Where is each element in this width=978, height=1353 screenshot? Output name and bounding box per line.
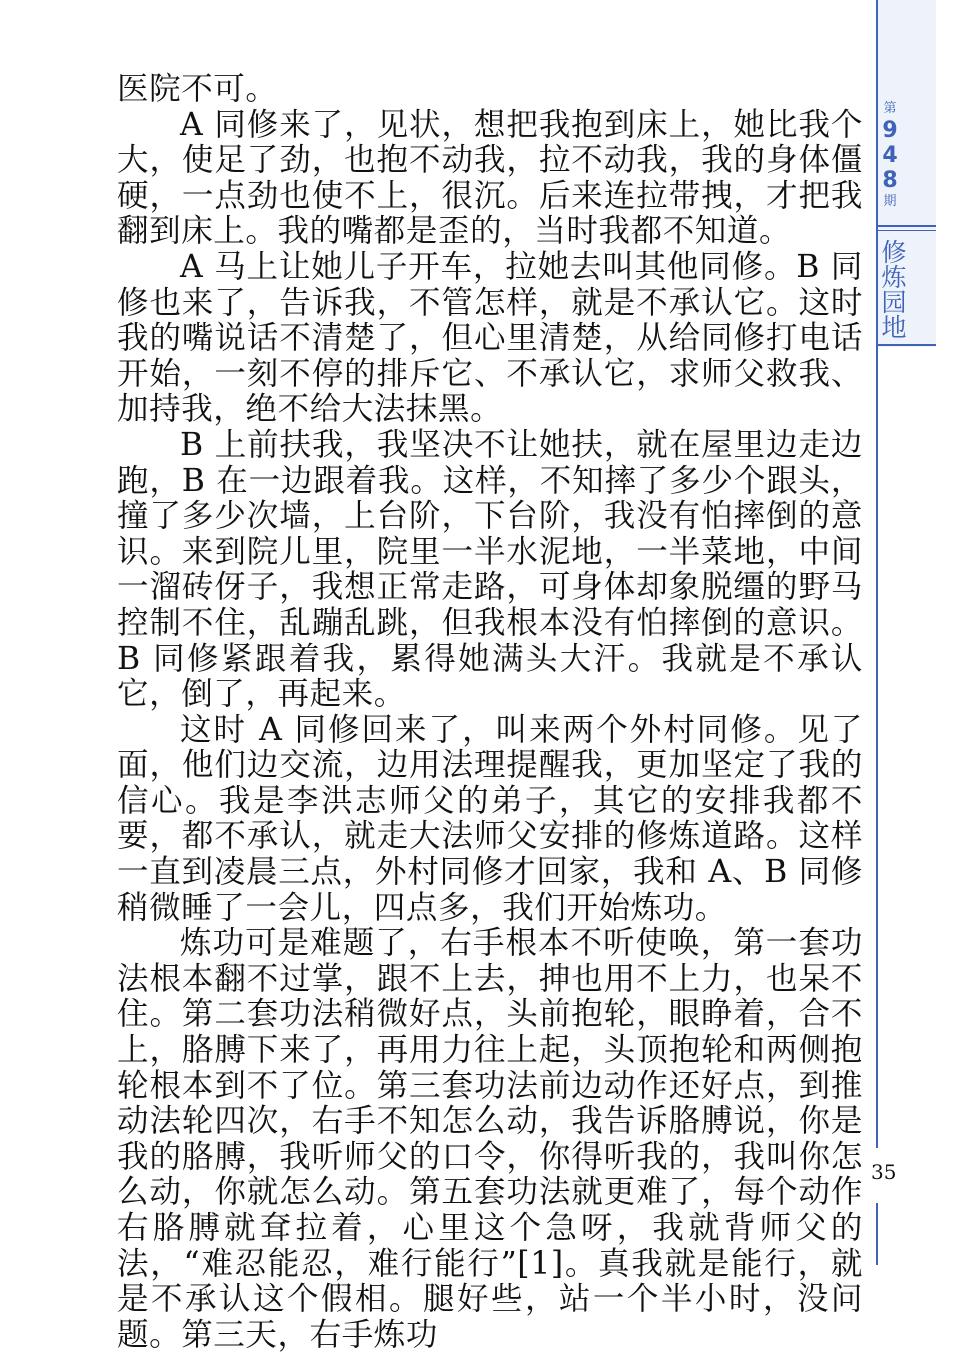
paragraph: 这时 A 同修回来了，叫来两个外村同修。见了面，他们边交流，边用法理提醒我，更加坚定了我的信心。我是李洪志师父的弟子，其它的安排我都不要，都不承认，就走大法师父安排的修炼道路。这样一直到凌晨三点，外村同修才回家，我和 A、B 同修稍微睡了一会儿，四点多，我们开始炼功。 — [117, 711, 863, 926]
paragraph: 炼功可是难题了，右手根本不听使唤，第一套功法根本翻不过掌，跟不上去，抻也用不上力，也呆不住。第二套功法稍微好点，头前抱轮，眼睁着，合不上，胳膊下来了，再用力往上起，头顶抱轮和两侧抱轮根本到不了位。第三套功法前边动作还好点，到推动法轮四次，右手不知怎么动，我告诉胳膊说，你是我的胳膊，我听师父的口令，你得听我的，我叫你怎么动，你就怎么动。第五套功法就更难了，每个动作右胳膊就耷拉着，心里这个急呀，我就背师父的法，“难忍能忍，难行能行”[1]。真我就是能行，就是不承认这个假相。腿好些，站一个半小时，没问题。第三天，右手炼功 — [117, 925, 863, 1353]
sidebar-rule-upper-thin — [878, 230, 936, 231]
section-title-char: 炼 — [881, 263, 907, 292]
issue-digit: 8 — [882, 168, 898, 193]
sidebar-rule-upper — [878, 225, 936, 227]
paragraph: 医院不可。 — [117, 71, 278, 107]
issue-suffix: 期 — [883, 194, 897, 209]
paragraph: B 上前扶我，我坚决不让她扶，就在屋里边走边跑，B 在一边跟着我。这样，不知摔了多少个跟头，撞了多少次墙，上台阶，下台阶，我没有怕摔倒的意识。来到院儿里，院里一半水泥地，一半菜地，中间一溜砖伢子，我想正常走路，可身体却象脱缰的野马控制不住，乱蹦乱跳，但我根本没有怕摔倒的意识。B 同修紧跟着我，累得她满头大汗。我就是不承认它，倒了，再起来。 — [117, 426, 863, 713]
section-title-char: 修 — [881, 238, 907, 267]
issue-digit: 4 — [882, 143, 898, 168]
issue-number — [878, 100, 902, 211]
section-title-char: 园 — [881, 288, 907, 317]
sidebar-rule-lower — [878, 344, 936, 346]
paragraph: A 同修来了，见状，想把我抱到床上，她比我个大，使足了劲，也抱不动我，拉不动我，我的身体僵硬，一点劲也使不上，很沉。后来连拉带拽，才把我翻到床上。我的嘴都是歪的，当时我都不知道。 — [117, 106, 863, 250]
issue-digit: 9 — [882, 118, 898, 143]
paragraph: A 马上让她儿子开车，拉她去叫其他同修。B 同修也来了，告诉我，不管怎样，就是不承认它。这时我的嘴说话不清楚了，但心里清楚，从给同修打电话开始，一刻不停的排斥它、不承认它，求师父救我、加持我，绝不给大法抹黑。 — [117, 248, 863, 428]
article-body — [117, 72, 863, 1353]
section-title-char: 地 — [881, 313, 907, 342]
section-title — [880, 240, 908, 340]
sidebar-divider-bottom — [876, 1203, 878, 1265]
issue-prefix: 第 — [883, 101, 897, 116]
page-number: 35 — [871, 1160, 897, 1184]
